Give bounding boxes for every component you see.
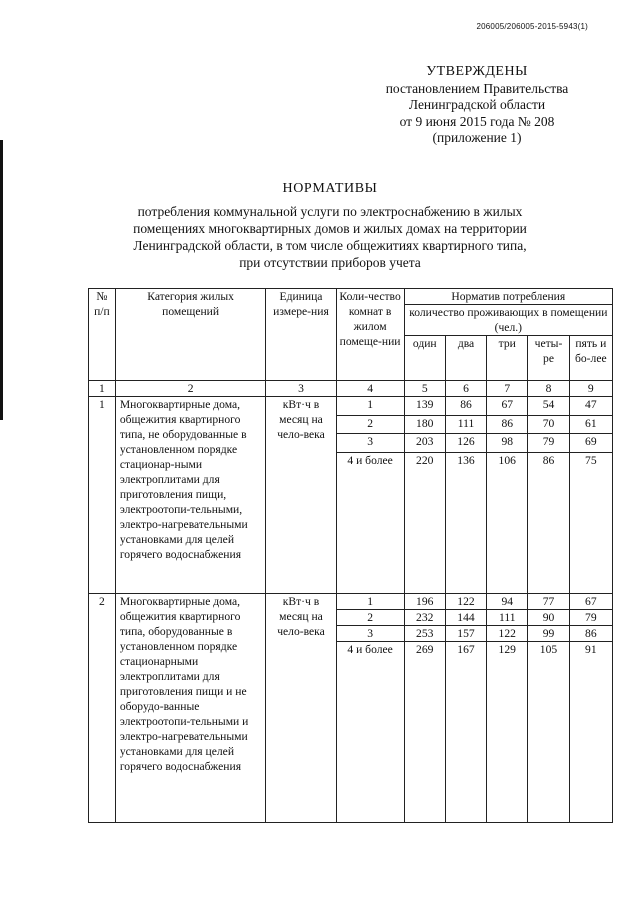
value-cell: 54 (528, 397, 569, 416)
value-cell: 196 (404, 594, 445, 610)
table-row (89, 594, 613, 610)
header-rooms: Коли-чество комнат в жилом помеще-нии (336, 289, 404, 381)
column-number: 1 (89, 381, 116, 397)
title-line: Ленинградской области, в том числе общежитиях квартирного типа, (133, 238, 527, 253)
value-cell: 203 (404, 434, 445, 453)
title-line: при отсутствии приборов учета (239, 255, 421, 270)
norms-table (88, 288, 613, 823)
rooms-cell: 4 и более (336, 642, 404, 823)
header-p1: один (404, 336, 445, 381)
value-cell: 106 (487, 453, 528, 594)
value-cell: 86 (487, 415, 528, 434)
value-cell: 75 (569, 453, 612, 594)
approval-line: Ленинградской области (408, 97, 546, 112)
header-unit: Единица измере-ния (266, 289, 336, 381)
value-cell: 269 (404, 642, 445, 823)
header-residents: количество проживающих в помещении (чел.) (404, 305, 612, 336)
value-cell: 94 (487, 594, 528, 610)
column-number: 2 (115, 381, 266, 397)
column-numbers-row (89, 381, 613, 397)
row-unit: кВт·ч в месяц на чело-века (266, 594, 336, 823)
approval-block (362, 64, 592, 147)
value-cell: 77 (528, 594, 569, 610)
table-row (89, 397, 613, 416)
rooms-cell: 3 (336, 626, 404, 642)
column-number: 7 (487, 381, 528, 397)
value-cell: 157 (445, 626, 486, 642)
column-number: 5 (404, 381, 445, 397)
value-cell: 47 (569, 397, 612, 416)
value-cell: 122 (445, 594, 486, 610)
header-p3: три (487, 336, 528, 381)
value-cell: 69 (569, 434, 612, 453)
document-id: 206005/206005-2015-5943(1) (476, 22, 588, 31)
value-cell: 90 (528, 610, 569, 626)
value-cell: 167 (445, 642, 486, 823)
title-line: потребления коммунальной услуги по электроснабжению в жилых (137, 204, 523, 219)
document-title: НОРМАТИВЫ (282, 181, 378, 196)
header-row (89, 289, 613, 305)
title-block (100, 180, 560, 271)
approval-line: (приложение 1) (432, 130, 522, 145)
value-cell: 220 (404, 453, 445, 594)
rooms-cell: 2 (336, 415, 404, 434)
value-cell: 67 (569, 594, 612, 610)
value-cell: 98 (487, 434, 528, 453)
value-cell: 86 (528, 453, 569, 594)
value-cell: 86 (569, 626, 612, 642)
column-number: 9 (569, 381, 612, 397)
scan-edge-mark (0, 140, 3, 420)
column-number: 8 (528, 381, 569, 397)
value-cell: 91 (569, 642, 612, 823)
rooms-cell: 1 (336, 397, 404, 416)
row-unit: кВт·ч в месяц на чело-века (266, 397, 336, 594)
value-cell: 86 (445, 397, 486, 416)
row-num: 2 (89, 594, 116, 823)
value-cell: 105 (528, 642, 569, 823)
header-num: № п/п (89, 289, 116, 381)
value-cell: 61 (569, 415, 612, 434)
value-cell: 126 (445, 434, 486, 453)
header-p2: два (445, 336, 486, 381)
value-cell: 111 (487, 610, 528, 626)
value-cell: 122 (487, 626, 528, 642)
value-cell: 253 (404, 626, 445, 642)
value-cell: 79 (528, 434, 569, 453)
row-category: Многоквартирные дома, общежития квартирного типа, не оборудованные в установленном порядке стационар-ными электроплитами для приготовления пищи, электроотопи-тельными, электро-нагревательными установками для целей горячего водоснабжения (115, 397, 266, 594)
header-category: Категория жилых помещений (115, 289, 266, 381)
column-number: 6 (445, 381, 486, 397)
value-cell: 67 (487, 397, 528, 416)
row-num: 1 (89, 397, 116, 594)
approval-heading: УТВЕРЖДЕНЫ (426, 64, 528, 79)
value-cell: 136 (445, 453, 486, 594)
column-number: 3 (266, 381, 336, 397)
rooms-cell: 4 и более (336, 453, 404, 594)
value-cell: 180 (404, 415, 445, 434)
header-norm: Норматив потребления (404, 289, 612, 305)
value-cell: 99 (528, 626, 569, 642)
rooms-cell: 2 (336, 610, 404, 626)
value-cell: 70 (528, 415, 569, 434)
value-cell: 144 (445, 610, 486, 626)
approval-line: от 9 июня 2015 года № 208 (399, 113, 555, 129)
approval-line: постановлением Правительства (385, 80, 569, 96)
value-cell: 129 (487, 642, 528, 823)
row-category: Многоквартирные дома, общежития квартирного типа, оборудованные в установленном порядке стационарными электроплитами для приготовления пищи и не оборудо-ванные электроотопи-тельными и электро-нагревательными установками для целей горячего водоснабжения (115, 594, 266, 823)
value-cell: 79 (569, 610, 612, 626)
header-p5: пять и бо-лее (569, 336, 612, 381)
title-line: помещениях многоквартирных домов и жилых домах на территории (133, 221, 527, 236)
rooms-cell: 1 (336, 594, 404, 610)
value-cell: 232 (404, 610, 445, 626)
header-p4: четы-ре (528, 336, 569, 381)
rooms-cell: 3 (336, 434, 404, 453)
value-cell: 111 (445, 415, 486, 434)
column-number: 4 (336, 381, 404, 397)
value-cell: 139 (404, 397, 445, 416)
